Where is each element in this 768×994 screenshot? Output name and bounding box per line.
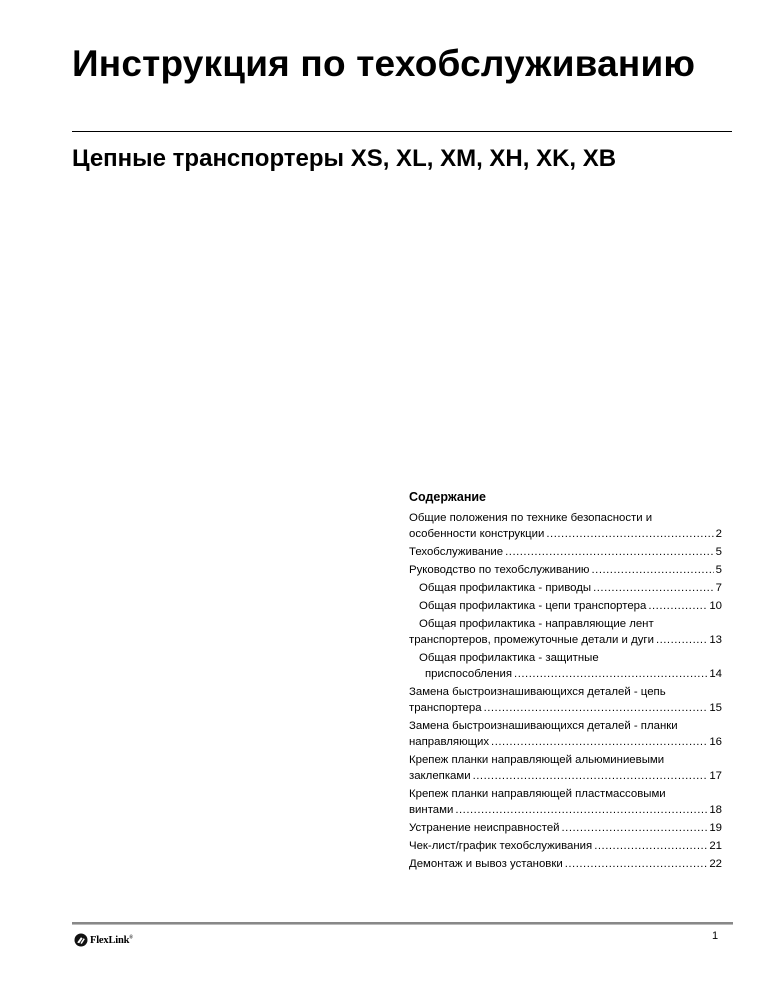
toc-entry[interactable] <box>409 820 722 836</box>
toc-entry-title: транспортера <box>409 702 482 714</box>
toc-entry[interactable] <box>409 562 722 578</box>
toc-entry[interactable] <box>409 598 722 614</box>
toc-heading: Содержание <box>409 490 487 504</box>
toc-page-number: 18 <box>709 804 722 816</box>
page-title: Инструкция по техобслуживанию <box>72 43 696 84</box>
footer-divider-shadow <box>72 924 733 925</box>
toc-entry-title: Общая профилактика - приводы <box>419 582 592 594</box>
flexlink-logo <box>74 933 133 947</box>
toc-entry-title: Чек-лист/график техобслуживания <box>409 840 593 852</box>
toc-page-number: 7 <box>715 582 722 594</box>
flexlink-logo-text: FlexLink® <box>90 934 133 946</box>
toc-page-number: 10 <box>709 600 722 612</box>
toc-entry-title: Демонтаж и вывоз установки <box>409 858 563 870</box>
toc-page-number: 14 <box>709 668 722 680</box>
toc-entry-line: Крепеж планки направляющей пластмассовыми <box>409 788 666 800</box>
toc-page-number: 15 <box>709 702 722 714</box>
title-divider <box>72 131 732 132</box>
toc-entry[interactable] <box>409 838 722 854</box>
toc-entry-line: Крепеж планки направляющей альюминиевыми <box>409 754 665 766</box>
toc-page-number: 19 <box>709 822 722 834</box>
toc-entry-title: приспособления <box>425 668 513 680</box>
toc-page-number: 17 <box>709 770 722 782</box>
toc-entry-title: винтами <box>409 804 454 816</box>
toc-entry-line: Замена быстроизнашивающихся деталей - планки <box>409 720 678 732</box>
toc-entry-title: Руководство по техобслуживанию <box>409 564 590 576</box>
toc-entry-line: Общая профилактика - защитные <box>419 652 599 664</box>
page-subtitle: Цепные транспортеры XS, XL, XM, XH, XK, XB <box>72 145 617 172</box>
toc-entry[interactable] <box>409 684 722 716</box>
toc-entry-title: Техобслуживание <box>409 546 504 558</box>
toc-page-number: 16 <box>709 736 722 748</box>
toc-page-number: 2 <box>715 528 722 540</box>
toc-entry[interactable] <box>409 856 722 872</box>
toc-entry[interactable] <box>409 786 722 818</box>
toc-entry-line: Общая профилактика - направляющие лент <box>419 618 654 630</box>
toc-page-number: 22 <box>709 858 722 870</box>
toc-entry[interactable] <box>409 752 722 784</box>
toc-entry-title: особенности конструкции <box>409 528 545 540</box>
toc-page-number: 13 <box>709 634 722 646</box>
toc-entry-line: Общие положения по технике безопасности и <box>409 512 653 524</box>
toc-entry-title: транспортеров, промежуточные детали и дуги <box>409 634 654 646</box>
flexlink-logo-icon <box>74 933 88 947</box>
toc-page-number: 5 <box>715 564 722 576</box>
toc-entry[interactable] <box>409 544 722 560</box>
toc-entry[interactable] <box>409 580 722 596</box>
toc-entry[interactable] <box>409 510 722 542</box>
toc-page-number: 5 <box>715 546 722 558</box>
table-of-contents <box>409 489 722 874</box>
toc-entry-title: Общая профилактика - цепи транспортера <box>419 600 647 612</box>
toc-entry[interactable] <box>409 616 722 648</box>
toc-entry-title: направляющих <box>409 736 490 748</box>
toc-entry[interactable] <box>409 718 722 750</box>
toc-entry-title: заклепками <box>409 770 471 782</box>
toc-page-number: 21 <box>709 840 722 852</box>
toc-entry[interactable] <box>409 650 722 682</box>
toc-entry-line: Замена быстроизнашивающихся деталей - цепь <box>409 686 666 698</box>
toc-entry-title: Устранение неисправностей <box>409 822 560 834</box>
page-number: 1 <box>712 930 719 942</box>
